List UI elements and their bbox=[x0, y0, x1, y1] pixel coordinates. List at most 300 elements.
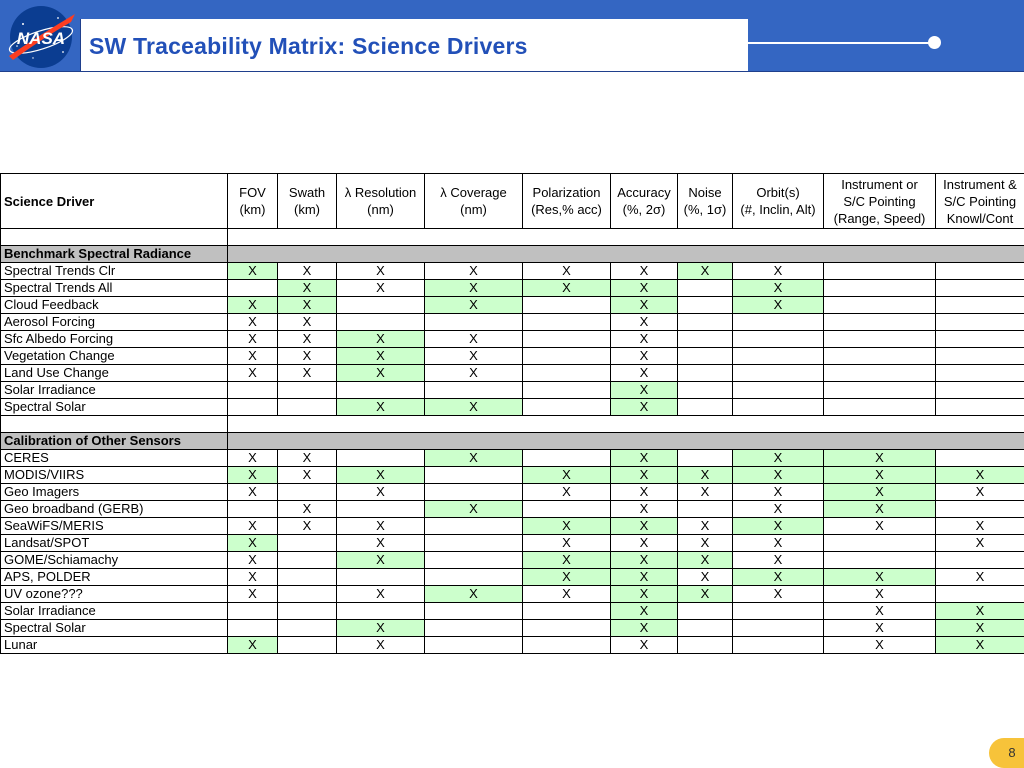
row-label: Spectral Trends Clr bbox=[1, 263, 228, 280]
matrix-cell: X bbox=[278, 297, 337, 314]
matrix-cell bbox=[936, 399, 1024, 416]
matrix-cell bbox=[733, 637, 824, 654]
column-header bbox=[278, 174, 337, 229]
matrix-cell bbox=[733, 348, 824, 365]
row-label: APS, POLDER bbox=[1, 569, 228, 586]
matrix-cell bbox=[425, 637, 523, 654]
matrix-cell bbox=[936, 501, 1024, 518]
matrix-cell bbox=[523, 450, 611, 467]
nasa-logo-icon bbox=[3, 4, 79, 70]
matrix-cell bbox=[824, 365, 936, 382]
matrix-cell: X bbox=[824, 569, 936, 586]
matrix-cell: X bbox=[337, 552, 425, 569]
row-label: Solar Irradiance bbox=[1, 603, 228, 620]
matrix-cell: X bbox=[733, 569, 824, 586]
row-label: Landsat/SPOT bbox=[1, 535, 228, 552]
matrix-cell: X bbox=[228, 518, 278, 535]
header-bar bbox=[0, 0, 1024, 72]
row-label: Land Use Change bbox=[1, 365, 228, 382]
matrix-cell bbox=[678, 365, 733, 382]
section-header-row bbox=[1, 433, 1024, 450]
row-label: Cloud Feedback bbox=[1, 297, 228, 314]
column-header-line: λ Coverage bbox=[440, 185, 507, 200]
row-label: Geo broadband (GERB) bbox=[1, 501, 228, 518]
matrix-cell bbox=[733, 365, 824, 382]
row-label: Vegetation Change bbox=[1, 348, 228, 365]
matrix-cell bbox=[337, 314, 425, 331]
matrix-cell bbox=[337, 382, 425, 399]
matrix-cell: X bbox=[228, 450, 278, 467]
matrix-cell: X bbox=[523, 263, 611, 280]
matrix-cell: X bbox=[278, 263, 337, 280]
matrix-cell: X bbox=[337, 620, 425, 637]
matrix-cell: X bbox=[733, 518, 824, 535]
matrix-cell bbox=[733, 314, 824, 331]
matrix-cell: X bbox=[611, 484, 678, 501]
table-header-row bbox=[1, 174, 1024, 229]
matrix-cell bbox=[936, 314, 1024, 331]
matrix-cell: X bbox=[523, 280, 611, 297]
table-row bbox=[1, 535, 1024, 552]
matrix-cell bbox=[824, 382, 936, 399]
matrix-cell: X bbox=[678, 535, 733, 552]
matrix-cell bbox=[337, 450, 425, 467]
matrix-cell bbox=[678, 603, 733, 620]
title-box bbox=[80, 19, 748, 72]
matrix-cell bbox=[425, 569, 523, 586]
matrix-cell: X bbox=[337, 348, 425, 365]
matrix-cell: X bbox=[611, 586, 678, 603]
matrix-cell: X bbox=[936, 637, 1024, 654]
matrix-cell: X bbox=[228, 586, 278, 603]
matrix-cell bbox=[425, 314, 523, 331]
matrix-cell: X bbox=[611, 314, 678, 331]
column-header-science-driver bbox=[1, 174, 228, 229]
matrix-cell: X bbox=[611, 637, 678, 654]
matrix-cell: X bbox=[678, 586, 733, 603]
table-row bbox=[1, 552, 1024, 569]
matrix-cell bbox=[523, 348, 611, 365]
matrix-cell: X bbox=[678, 569, 733, 586]
matrix-cell: X bbox=[733, 280, 824, 297]
matrix-cell: X bbox=[611, 501, 678, 518]
matrix-cell: X bbox=[425, 450, 523, 467]
matrix-cell bbox=[425, 535, 523, 552]
matrix-cell: X bbox=[611, 399, 678, 416]
matrix-cell bbox=[824, 263, 936, 280]
matrix-cell: X bbox=[733, 535, 824, 552]
matrix-cell bbox=[278, 637, 337, 654]
matrix-cell: X bbox=[337, 280, 425, 297]
matrix-cell: X bbox=[228, 348, 278, 365]
matrix-cell: X bbox=[278, 450, 337, 467]
matrix-cell: X bbox=[733, 586, 824, 603]
matrix-cell bbox=[278, 399, 337, 416]
matrix-cell: X bbox=[678, 263, 733, 280]
table-row bbox=[1, 399, 1024, 416]
matrix-cell: X bbox=[337, 331, 425, 348]
matrix-cell bbox=[228, 399, 278, 416]
matrix-cell bbox=[425, 620, 523, 637]
matrix-cell: X bbox=[228, 552, 278, 569]
matrix-cell bbox=[824, 297, 936, 314]
matrix-cell: X bbox=[611, 382, 678, 399]
matrix-cell: X bbox=[611, 535, 678, 552]
matrix-cell: X bbox=[425, 365, 523, 382]
column-header bbox=[425, 174, 523, 229]
spacer-row bbox=[1, 229, 1024, 246]
matrix-cell: X bbox=[733, 484, 824, 501]
matrix-cell: X bbox=[337, 586, 425, 603]
matrix-cell: X bbox=[936, 603, 1024, 620]
matrix-cell: X bbox=[523, 484, 611, 501]
row-label: Spectral Solar bbox=[1, 399, 228, 416]
matrix-cell: X bbox=[425, 280, 523, 297]
matrix-cell: X bbox=[228, 637, 278, 654]
table-row bbox=[1, 518, 1024, 535]
matrix-cell: X bbox=[523, 535, 611, 552]
header-decor-line bbox=[748, 42, 932, 44]
row-label: Solar Irradiance bbox=[1, 382, 228, 399]
column-header-line: (km) bbox=[294, 202, 320, 217]
matrix-cell: X bbox=[824, 637, 936, 654]
column-header-line: (#, Inclin, Alt) bbox=[740, 202, 816, 217]
matrix-cell: X bbox=[228, 365, 278, 382]
column-header-line: Knowl/Cont bbox=[946, 210, 1014, 226]
matrix-cell bbox=[425, 603, 523, 620]
table-row bbox=[1, 569, 1024, 586]
matrix-cell: X bbox=[337, 467, 425, 484]
matrix-cell bbox=[824, 552, 936, 569]
matrix-cell: X bbox=[733, 501, 824, 518]
matrix-cell bbox=[733, 382, 824, 399]
matrix-cell bbox=[337, 501, 425, 518]
matrix-cell: X bbox=[425, 297, 523, 314]
matrix-cell bbox=[936, 552, 1024, 569]
matrix-cell bbox=[733, 620, 824, 637]
matrix-cell bbox=[278, 535, 337, 552]
table-row bbox=[1, 501, 1024, 518]
traceability-matrix bbox=[0, 173, 1024, 654]
matrix-cell: X bbox=[278, 518, 337, 535]
matrix-cell bbox=[824, 535, 936, 552]
matrix-cell bbox=[824, 314, 936, 331]
column-header bbox=[824, 174, 936, 229]
column-header bbox=[228, 174, 278, 229]
matrix-cell: X bbox=[678, 467, 733, 484]
table-row bbox=[1, 280, 1024, 297]
column-header-line: (%, 1σ) bbox=[683, 202, 727, 217]
table-row bbox=[1, 382, 1024, 399]
table-row bbox=[1, 620, 1024, 637]
row-label: Aerosol Forcing bbox=[1, 314, 228, 331]
column-header-line: (km) bbox=[239, 202, 266, 217]
matrix-cell: X bbox=[278, 280, 337, 297]
row-label: Spectral Trends All bbox=[1, 280, 228, 297]
spacer-row bbox=[1, 416, 1024, 433]
matrix-cell: X bbox=[824, 450, 936, 467]
matrix-cell bbox=[824, 348, 936, 365]
table-row bbox=[1, 348, 1024, 365]
matrix-cell: X bbox=[936, 467, 1024, 484]
matrix-cell bbox=[678, 297, 733, 314]
matrix-cell bbox=[425, 467, 523, 484]
matrix-cell bbox=[523, 399, 611, 416]
matrix-cell bbox=[733, 331, 824, 348]
matrix-cell bbox=[824, 399, 936, 416]
matrix-cell: X bbox=[611, 280, 678, 297]
matrix-cell: X bbox=[228, 484, 278, 501]
matrix-cell: X bbox=[678, 518, 733, 535]
matrix-cell bbox=[278, 552, 337, 569]
table-row bbox=[1, 467, 1024, 484]
table-row bbox=[1, 263, 1024, 280]
column-header-line: S/C Pointing bbox=[843, 193, 916, 209]
matrix-cell: X bbox=[824, 467, 936, 484]
matrix-cell: X bbox=[278, 348, 337, 365]
matrix-cell: X bbox=[425, 263, 523, 280]
matrix-cell: X bbox=[228, 569, 278, 586]
matrix-cell bbox=[678, 637, 733, 654]
matrix-cell: X bbox=[337, 637, 425, 654]
matrix-cell: X bbox=[278, 331, 337, 348]
row-label: SeaWiFS/MERIS bbox=[1, 518, 228, 535]
matrix-cell bbox=[678, 280, 733, 297]
column-header-line: Instrument & bbox=[943, 176, 1017, 192]
matrix-cell: X bbox=[278, 365, 337, 382]
spacer-cell bbox=[228, 229, 1024, 246]
matrix-cell: X bbox=[523, 518, 611, 535]
matrix-cell bbox=[278, 603, 337, 620]
matrix-cell: X bbox=[228, 314, 278, 331]
matrix-cell: X bbox=[228, 331, 278, 348]
matrix-cell: X bbox=[611, 365, 678, 382]
matrix-cell: X bbox=[936, 518, 1024, 535]
matrix-cell: X bbox=[611, 450, 678, 467]
matrix-cell bbox=[936, 263, 1024, 280]
matrix-cell: X bbox=[523, 586, 611, 603]
matrix-cell bbox=[678, 314, 733, 331]
matrix-cell bbox=[337, 603, 425, 620]
matrix-cell: X bbox=[278, 314, 337, 331]
matrix-cell: X bbox=[611, 518, 678, 535]
matrix-cell bbox=[936, 348, 1024, 365]
matrix-cell: X bbox=[733, 297, 824, 314]
matrix-cell bbox=[278, 382, 337, 399]
table-row bbox=[1, 450, 1024, 467]
matrix-cell: X bbox=[228, 263, 278, 280]
page-title: SW Traceability Matrix: Science Drivers bbox=[89, 33, 528, 59]
matrix-cell bbox=[733, 399, 824, 416]
table-row bbox=[1, 331, 1024, 348]
section-fill bbox=[228, 246, 1024, 263]
matrix-cell: X bbox=[824, 586, 936, 603]
column-header bbox=[936, 174, 1024, 229]
column-header-line: FOV bbox=[239, 185, 266, 200]
matrix-cell bbox=[228, 501, 278, 518]
page-number: 8 bbox=[1008, 745, 1016, 760]
matrix-cell: X bbox=[733, 263, 824, 280]
matrix-cell bbox=[678, 382, 733, 399]
spacer-cell bbox=[1, 416, 228, 433]
matrix-cell bbox=[733, 603, 824, 620]
matrix-cell: X bbox=[936, 535, 1024, 552]
matrix-cell: X bbox=[824, 620, 936, 637]
column-header bbox=[733, 174, 824, 229]
matrix-cell bbox=[337, 297, 425, 314]
matrix-cell bbox=[936, 586, 1024, 603]
matrix-cell: X bbox=[936, 620, 1024, 637]
column-header-line: (nm) bbox=[460, 202, 487, 217]
matrix-cell: X bbox=[523, 552, 611, 569]
table-body bbox=[1, 229, 1024, 654]
matrix-cell bbox=[936, 331, 1024, 348]
column-header-line: Noise bbox=[688, 185, 722, 200]
matrix-cell: X bbox=[678, 484, 733, 501]
section-title: Calibration of Other Sensors bbox=[1, 433, 228, 450]
matrix-cell bbox=[425, 552, 523, 569]
matrix-cell: X bbox=[733, 467, 824, 484]
row-label: Geo Imagers bbox=[1, 484, 228, 501]
column-header-line: λ Resolution bbox=[344, 185, 417, 200]
matrix-cell: X bbox=[425, 399, 523, 416]
table-row bbox=[1, 365, 1024, 382]
matrix-cell bbox=[824, 280, 936, 297]
row-label: GOME/Schiamachy bbox=[1, 552, 228, 569]
spacer-cell bbox=[228, 416, 1024, 433]
header-rule bbox=[0, 71, 1024, 72]
matrix-cell: X bbox=[611, 331, 678, 348]
column-header-line: Orbit(s) bbox=[756, 185, 800, 200]
matrix-cell bbox=[278, 484, 337, 501]
matrix-cell bbox=[936, 297, 1024, 314]
matrix-cell: X bbox=[425, 501, 523, 518]
matrix-cell bbox=[678, 620, 733, 637]
column-header bbox=[337, 174, 425, 229]
matrix-cell bbox=[523, 603, 611, 620]
column-header-line: Instrument or bbox=[841, 176, 918, 192]
table-row bbox=[1, 603, 1024, 620]
table-row bbox=[1, 297, 1024, 314]
matrix-cell bbox=[523, 297, 611, 314]
matrix-cell bbox=[678, 331, 733, 348]
matrix-cell: X bbox=[611, 348, 678, 365]
section-header-row bbox=[1, 246, 1024, 263]
matrix-cell: X bbox=[228, 467, 278, 484]
matrix-cell: X bbox=[228, 535, 278, 552]
table-row bbox=[1, 484, 1024, 501]
matrix-cell bbox=[337, 569, 425, 586]
matrix-cell: X bbox=[228, 297, 278, 314]
matrix-cell: X bbox=[824, 484, 936, 501]
matrix-cell: X bbox=[611, 467, 678, 484]
matrix-cell: X bbox=[678, 552, 733, 569]
column-header bbox=[678, 174, 733, 229]
row-label: Sfc Albedo Forcing bbox=[1, 331, 228, 348]
matrix-cell: X bbox=[824, 603, 936, 620]
column-header-line: (Res,% acc) bbox=[531, 202, 602, 217]
column-header-line: Swath bbox=[288, 185, 326, 200]
matrix-cell: X bbox=[425, 331, 523, 348]
matrix-cell bbox=[523, 365, 611, 382]
matrix-cell: X bbox=[611, 603, 678, 620]
row-label: Spectral Solar bbox=[1, 620, 228, 637]
matrix-cell: X bbox=[936, 569, 1024, 586]
matrix-cell bbox=[228, 603, 278, 620]
matrix-cell bbox=[523, 331, 611, 348]
matrix-cell: X bbox=[733, 450, 824, 467]
header-decor-dot bbox=[928, 36, 941, 49]
matrix-cell: X bbox=[824, 518, 936, 535]
table-row bbox=[1, 314, 1024, 331]
matrix-cell bbox=[228, 620, 278, 637]
matrix-cell bbox=[228, 382, 278, 399]
matrix-cell bbox=[523, 620, 611, 637]
matrix-cell bbox=[425, 518, 523, 535]
column-header-line: (Range, Speed) bbox=[833, 210, 926, 226]
matrix-cell: X bbox=[337, 484, 425, 501]
column-header-line: Accuracy bbox=[617, 185, 671, 200]
matrix-cell bbox=[523, 637, 611, 654]
matrix-cell: X bbox=[733, 552, 824, 569]
column-header bbox=[611, 174, 678, 229]
matrix-cell bbox=[278, 586, 337, 603]
matrix-cell: X bbox=[425, 348, 523, 365]
matrix-cell bbox=[278, 620, 337, 637]
matrix-cell: X bbox=[337, 518, 425, 535]
matrix-cell bbox=[523, 314, 611, 331]
matrix-cell bbox=[228, 280, 278, 297]
matrix-cell: X bbox=[824, 501, 936, 518]
matrix-cell: X bbox=[611, 552, 678, 569]
page-number-badge bbox=[989, 738, 1024, 768]
matrix-cell bbox=[936, 382, 1024, 399]
matrix-cell bbox=[523, 382, 611, 399]
row-label: Lunar bbox=[1, 637, 228, 654]
matrix-cell bbox=[523, 501, 611, 518]
matrix-cell: X bbox=[278, 467, 337, 484]
matrix-cell: X bbox=[425, 586, 523, 603]
matrix-cell bbox=[425, 484, 523, 501]
svg-text:NASA: NASA bbox=[16, 29, 66, 48]
row-label: MODIS/VIIRS bbox=[1, 467, 228, 484]
matrix-cell: X bbox=[337, 263, 425, 280]
column-header-line: Polarization bbox=[532, 185, 601, 200]
matrix-cell: X bbox=[337, 535, 425, 552]
matrix-cell bbox=[278, 569, 337, 586]
matrix-cell: X bbox=[611, 569, 678, 586]
column-header-line: (nm) bbox=[367, 202, 394, 217]
column-header-line: (%, 2σ) bbox=[622, 202, 666, 217]
matrix-cell: X bbox=[278, 501, 337, 518]
column-header-line: S/C Pointing bbox=[943, 193, 1017, 209]
matrix-cell bbox=[678, 399, 733, 416]
matrix-cell: X bbox=[523, 467, 611, 484]
section-fill bbox=[228, 433, 1024, 450]
matrix-cell bbox=[425, 382, 523, 399]
row-label: UV ozone??? bbox=[1, 586, 228, 603]
column-header bbox=[523, 174, 611, 229]
matrix-cell bbox=[936, 365, 1024, 382]
matrix-cell: X bbox=[337, 399, 425, 416]
matrix-cell: X bbox=[611, 263, 678, 280]
matrix-cell: X bbox=[611, 297, 678, 314]
row-label: CERES bbox=[1, 450, 228, 467]
section-title: Benchmark Spectral Radiance bbox=[1, 246, 228, 263]
column-header-line: Science Driver bbox=[4, 193, 95, 209]
matrix-cell: X bbox=[523, 569, 611, 586]
matrix-cell: X bbox=[611, 620, 678, 637]
